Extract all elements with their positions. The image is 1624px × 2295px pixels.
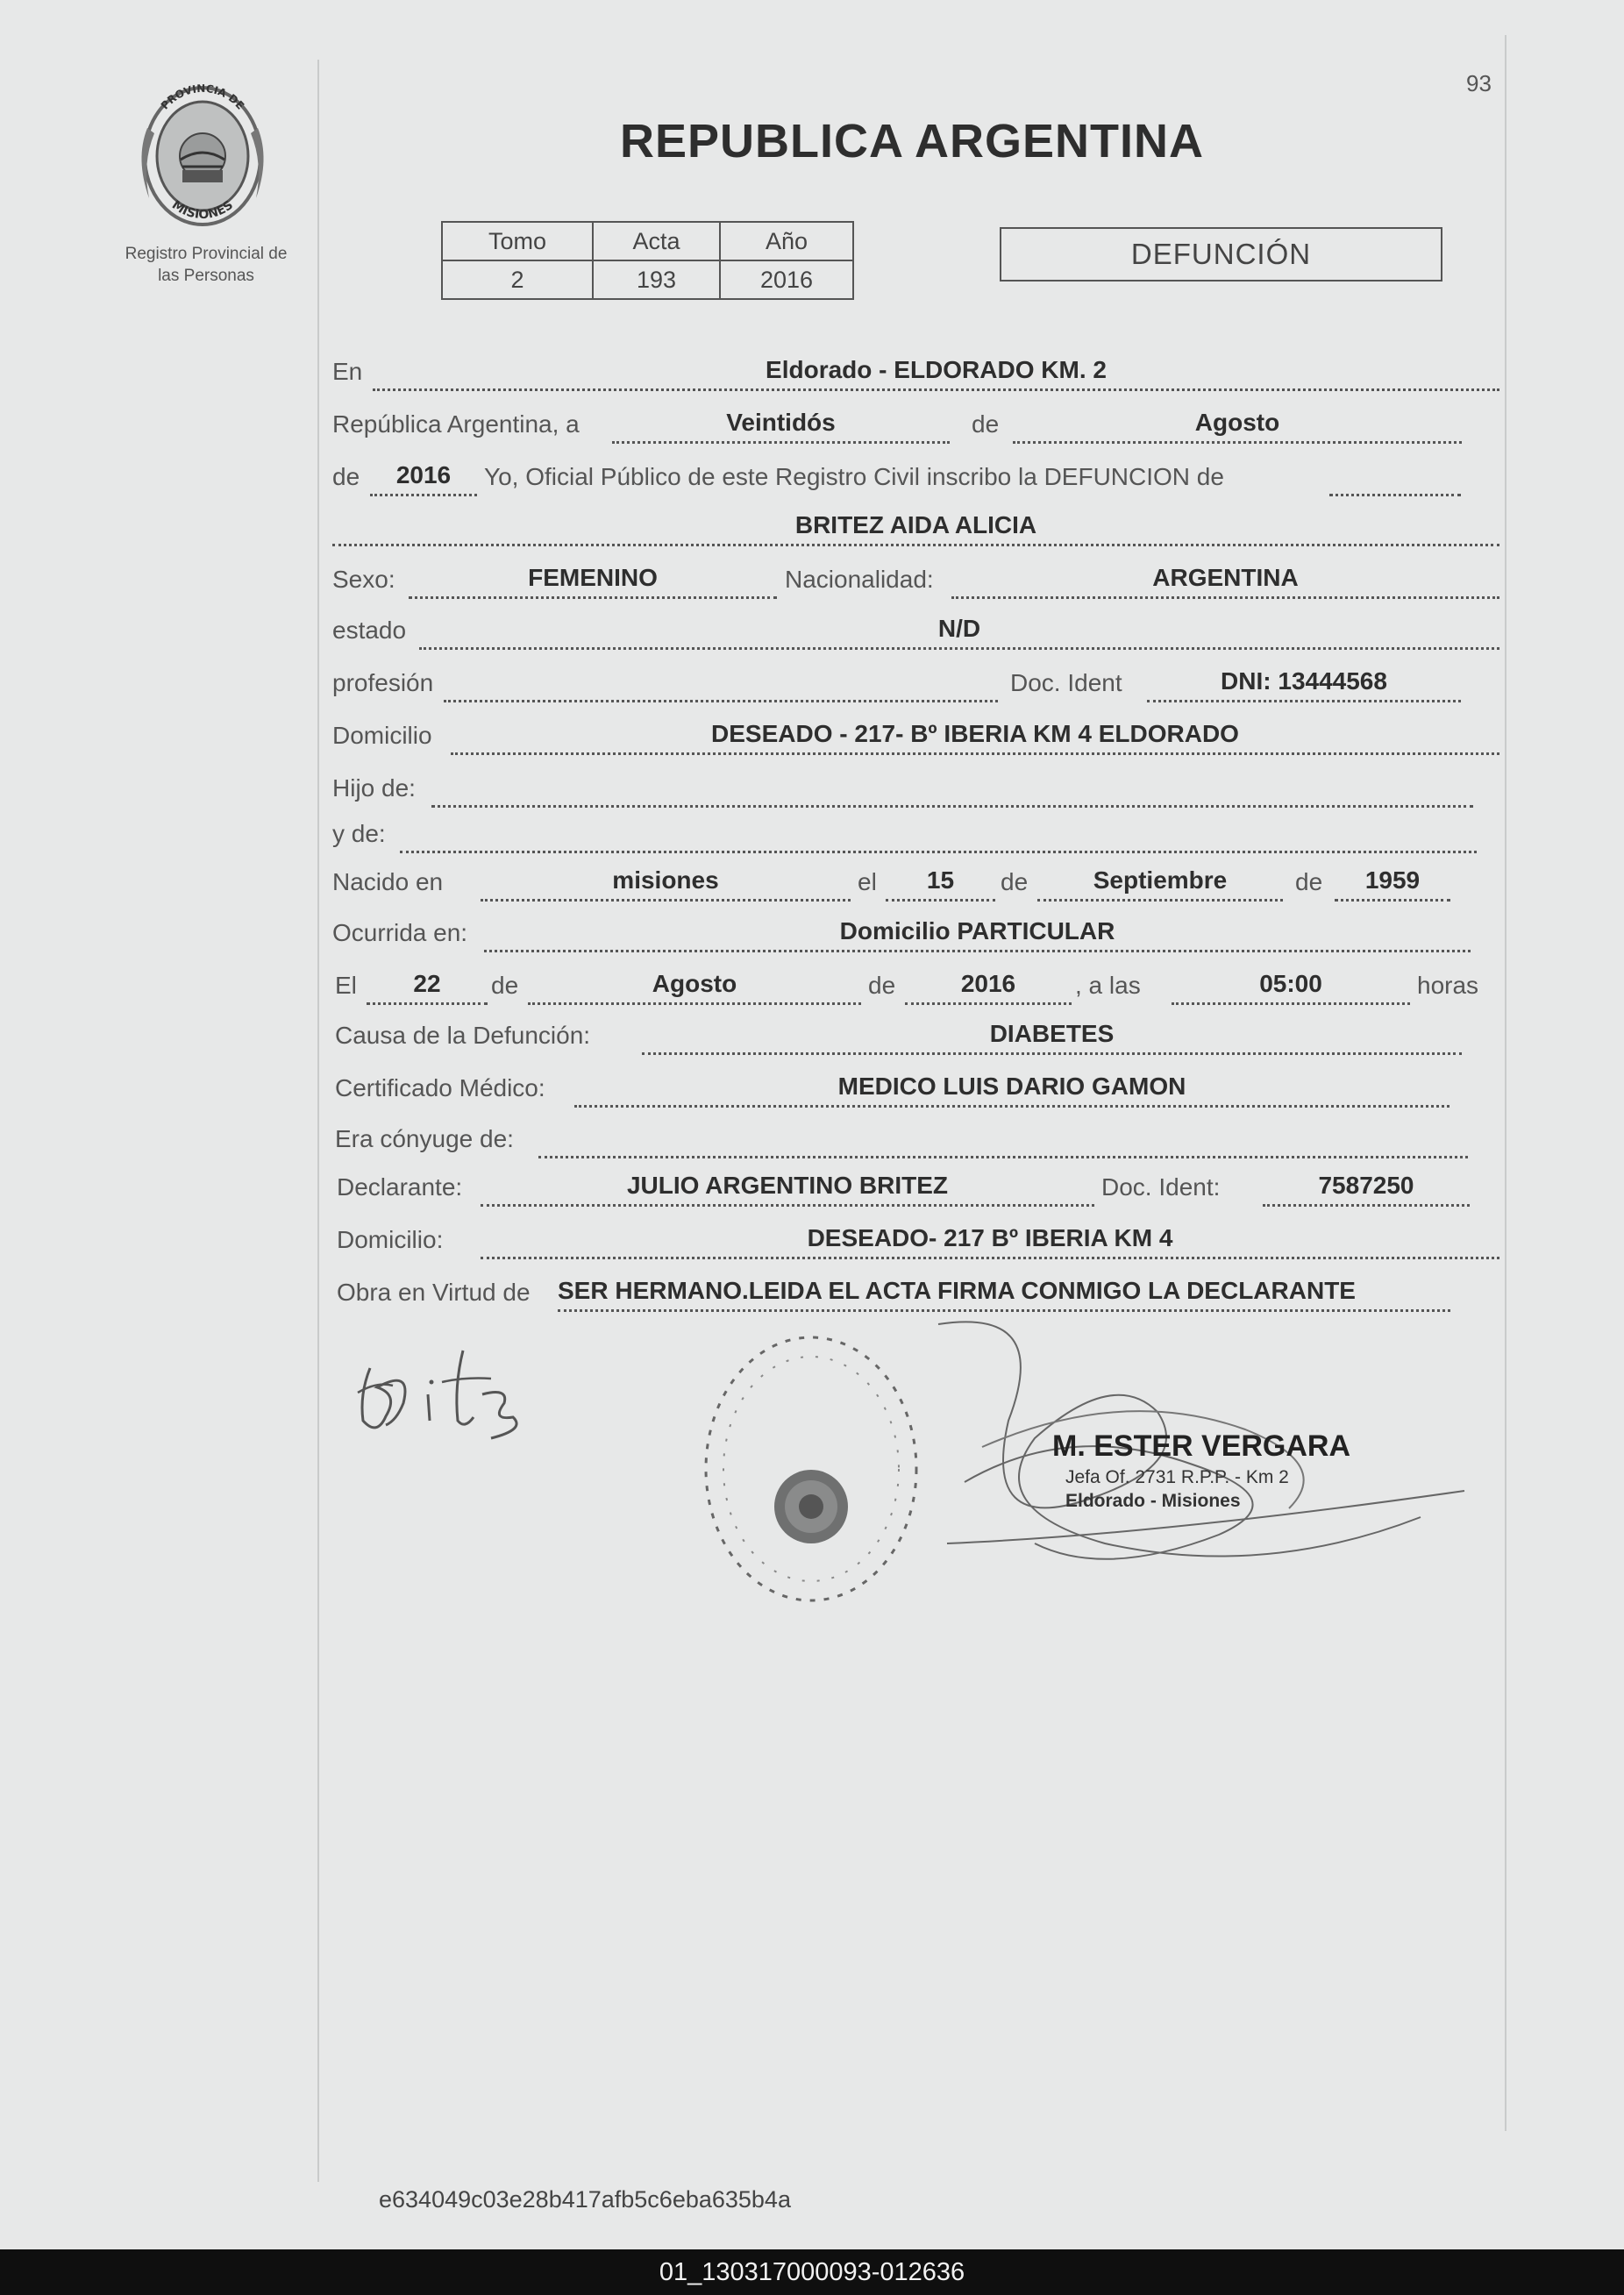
ref-header-anio: Año <box>720 222 853 260</box>
nacionalidad-label: Nacionalidad: <box>785 566 934 593</box>
de-label-3: de <box>1001 868 1029 895</box>
hijo-label: Hijo de: <box>332 774 416 802</box>
document-title: REPUBLICA ARGENTINA <box>620 115 1204 167</box>
nacido-label: Nacido en <box>332 868 444 895</box>
nacido-lugar-field: misiones <box>481 868 851 902</box>
certificado-label: Certificado Médico: <box>335 1074 545 1101</box>
registry-line-1: Registro Provincial de <box>125 245 288 263</box>
inscribo-blank <box>1329 463 1461 496</box>
footer-code-bar: 01_130317000093-012636 <box>0 2249 1624 2295</box>
obra-field: SER HERMANO.LEIDA EL ACTA FIRMA CONMIGO LA DECLARANTE <box>558 1279 1450 1312</box>
nacido-anio-field: 1959 <box>1335 868 1450 902</box>
right-margin-line <box>1505 35 1506 2131</box>
hora-field: 05:00 <box>1172 972 1410 1005</box>
y-de-field <box>400 820 1477 853</box>
domicilio-label: Domicilio <box>332 722 432 749</box>
republica-label: República Argentina, a <box>332 410 580 438</box>
dia-texto-field: Veintidós <box>612 410 950 444</box>
reference-table <box>441 221 854 300</box>
doc-ident-label: Doc. Ident <box>1010 669 1122 696</box>
profesion-field <box>444 669 998 702</box>
declarante-label: Declarante: <box>337 1173 463 1201</box>
nacido-dia-field: 15 <box>886 868 995 902</box>
fallec-mes-field: Agosto <box>528 972 861 1005</box>
document-type-box: DEFUNCIÓN <box>1000 227 1442 282</box>
ref-value-acta: 193 <box>593 260 720 299</box>
sexo-field: FEMENINO <box>409 566 777 599</box>
conyuge-field <box>538 1125 1468 1158</box>
doc-ident2-label: Doc. Ident: <box>1101 1173 1221 1201</box>
domicilio-field: DESEADO - 217- Bº IBERIA KM 4 ELDORADO <box>451 722 1499 755</box>
official-title: Jefa Of. 2731 R.P.P. - Km 2 <box>1065 1467 1289 1487</box>
fallec-anio-field: 2016 <box>905 972 1072 1005</box>
de-label-6: de <box>868 972 896 999</box>
official-round-stamp <box>693 1307 930 1622</box>
province-seal-icon <box>130 75 275 233</box>
causa-label: Causa de la Defunción: <box>335 1022 591 1049</box>
estado-field: N/D <box>419 617 1499 650</box>
svg-text:PROVINCIA DE: PROVINCIA DE <box>158 82 247 112</box>
ref-value-tomo: 2 <box>442 260 593 299</box>
de-label-5: de <box>491 972 519 999</box>
el-cap-label: El <box>335 972 357 999</box>
declarant-signature <box>351 1333 561 1447</box>
ocurrida-label: Ocurrida en: <box>332 919 468 946</box>
y-de-label: y de: <box>332 820 386 847</box>
certificado-field: MEDICO LUIS DARIO GAMON <box>574 1074 1449 1108</box>
nacionalidad-field: ARGENTINA <box>951 566 1499 599</box>
mes-field: Agosto <box>1013 410 1462 444</box>
nacido-mes-field: Septiembre <box>1037 868 1283 902</box>
svg-text:MISIONES: MISIONES <box>168 197 237 223</box>
ref-value-anio: 2016 <box>720 260 853 299</box>
de-label-2: de <box>332 463 360 490</box>
ocurrida-field: Domicilio PARTICULAR <box>484 919 1471 952</box>
hijo-field <box>431 774 1473 808</box>
el-label: el <box>858 868 877 895</box>
doc-ident2-field: 7587250 <box>1263 1173 1470 1207</box>
anio-field: 2016 <box>370 463 477 496</box>
domicilio2-field: DESEADO- 217 Bº IBERIA KM 4 <box>481 1226 1499 1259</box>
fallec-dia-field: 22 <box>367 972 488 1005</box>
estado-label: estado <box>332 617 407 644</box>
page-number: 93 <box>1466 70 1492 96</box>
domicilio2-label: Domicilio: <box>337 1226 444 1253</box>
ref-header-tomo: Tomo <box>442 222 593 260</box>
registry-name <box>96 243 316 287</box>
document-hash: e634049c03e28b417afb5c6eba635b4a <box>379 2186 791 2213</box>
de-label-1: de <box>972 410 1000 438</box>
causa-field: DIABETES <box>642 1022 1462 1055</box>
a-las-label: , a las <box>1075 972 1141 999</box>
left-margin-line <box>317 60 319 2182</box>
ref-header-acta: Acta <box>593 222 720 260</box>
official-name: M. ESTER VERGARA <box>1052 1429 1351 1463</box>
official-location: Eldorado - Misiones <box>1065 1491 1241 1511</box>
horas-label: horas <box>1417 972 1479 999</box>
nombre-field: BRITEZ AIDA ALICIA <box>332 513 1499 546</box>
sexo-label: Sexo: <box>332 566 395 593</box>
en-label: En <box>332 358 363 385</box>
obra-label: Obra en Virtud de <box>337 1279 531 1306</box>
inscribo-text: Yo, Oficial Público de este Registro Civil inscribo la DEFUNCION de <box>484 463 1224 490</box>
registry-line-2: las Personas <box>158 267 254 285</box>
profesion-label: profesión <box>332 669 434 696</box>
conyuge-label: Era cónyuge de: <box>335 1125 514 1152</box>
declarante-field: JULIO ARGENTINO BRITEZ <box>481 1173 1094 1207</box>
lugar-field: Eldorado - ELDORADO KM. 2 <box>373 358 1499 391</box>
de-label-4: de <box>1295 868 1323 895</box>
doc-ident-field: DNI: 13444568 <box>1147 669 1461 702</box>
